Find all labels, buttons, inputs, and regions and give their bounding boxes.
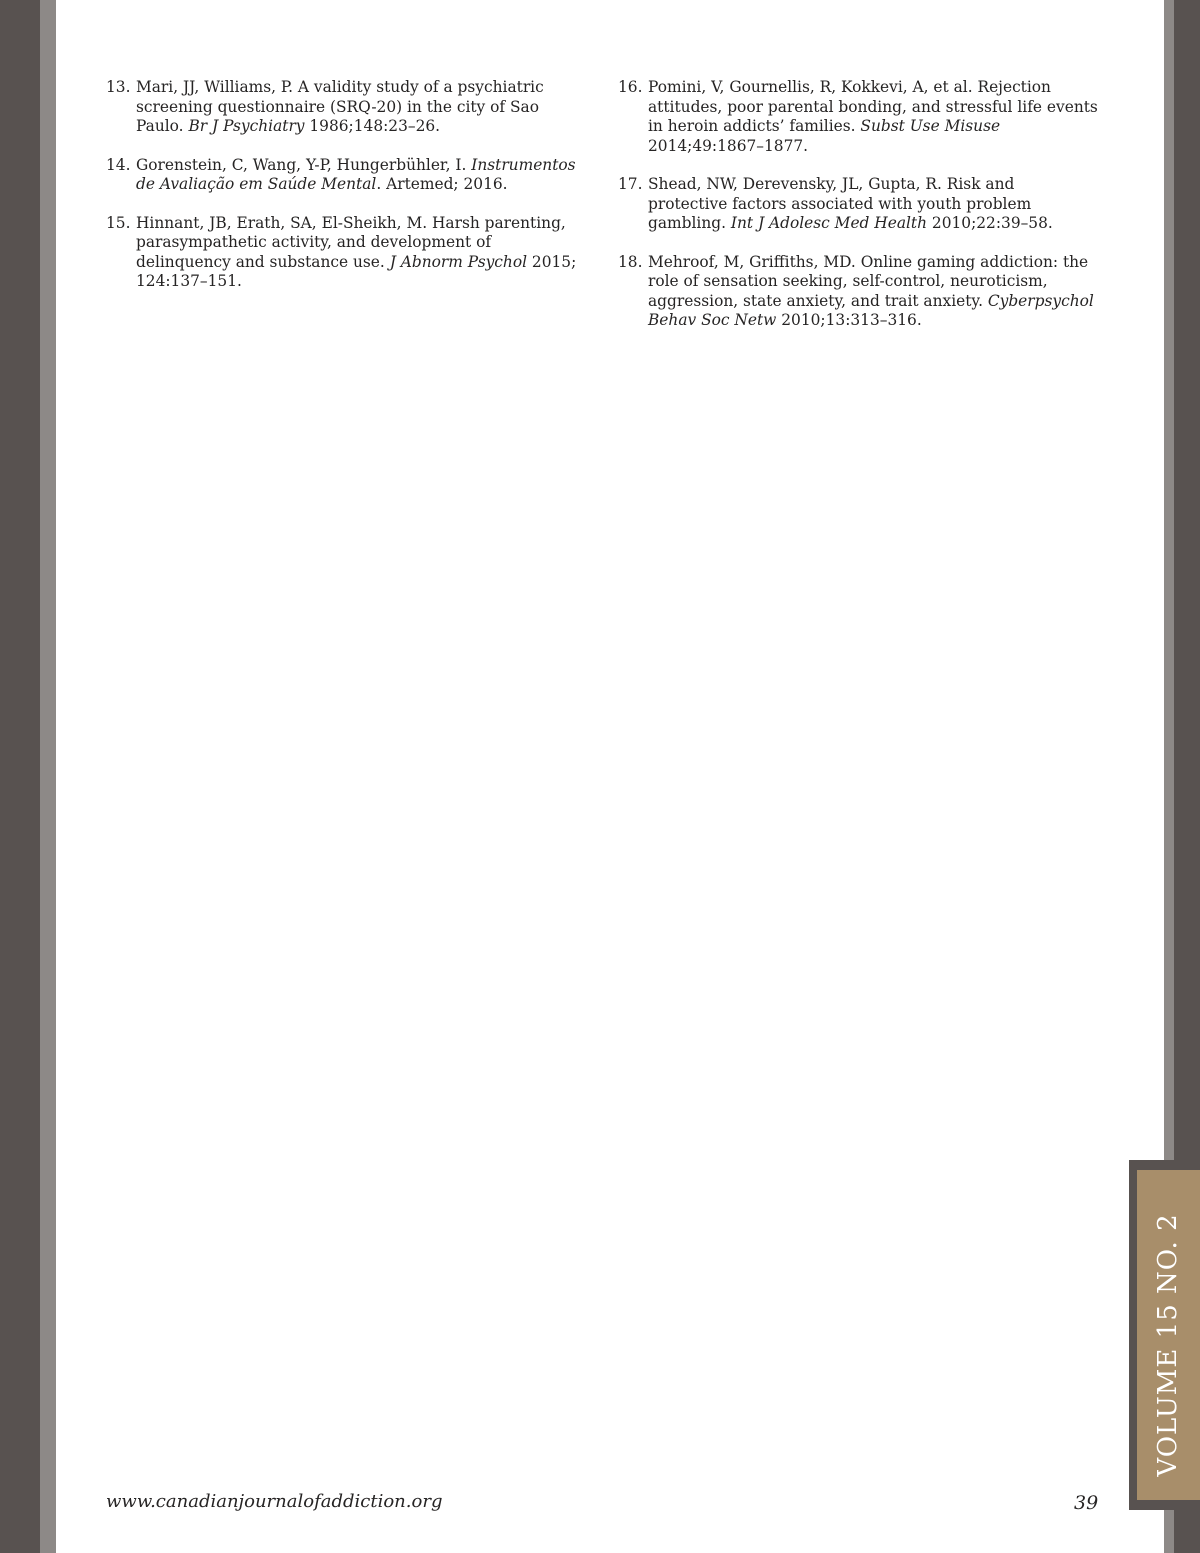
reference-text: 2014;49:1867–1877. — [648, 136, 809, 155]
reference-text: Mari, JJ, Williams, P. A validity study of a psychiatric screening questionnaire (SRQ-20) in the city of Sao Paulo. — [136, 78, 544, 135]
left-border-band — [0, 0, 40, 1553]
reference-journal: Br J Psychiatry — [188, 117, 305, 135]
reference-item — [106, 214, 586, 292]
reference-text: Hinnant, JB, Erath, SA, El-Sheikh, M. Harsh parenting, parasympathetic activity, and development of delinquency and substance use. — [136, 213, 566, 271]
reference-number: 14. — [106, 155, 131, 174]
reference-text: . Artemed; 2016. — [376, 175, 508, 193]
reference-text: 2015; 124:137–151. — [136, 252, 577, 290]
reference-text: 1986;148:23–26. — [304, 117, 441, 135]
page-number: 39 — [1074, 1492, 1099, 1514]
references-right-column — [618, 78, 1098, 350]
reference-journal: Subst Use Misuse — [860, 117, 1001, 135]
reference-journal: Int J Adolesc Med Health — [730, 214, 928, 232]
reference-item — [618, 175, 1098, 234]
reference-journal: Instrumentos de Avaliação em Saúde Mental — [136, 155, 576, 193]
reference-text: Gorenstein, C, Wang, Y-P, Hungerbühler, I. — [136, 155, 472, 174]
reference-number: 16. — [618, 78, 643, 96]
reference-text: Mehroof, M, Griffiths, MD. Online gaming addiction: the role of sensation seeking, self-control, neuroticism, aggression, state anxiety, and trait anxiety. — [648, 252, 1089, 310]
reference-number: 18. — [618, 252, 643, 271]
reference-text: 2010;13:313–316. — [776, 311, 922, 329]
reference-item — [106, 156, 586, 195]
reference-item — [618, 78, 1098, 156]
left-border-stripe — [40, 0, 56, 1553]
reference-text: Shead, NW, Derevensky, JL, Gupta, R. Risk and protective factors associated with youth problem gambling. — [648, 175, 1032, 232]
reference-number: 15. — [106, 213, 131, 232]
footer-website-url: www.canadianjournalofaddiction.org — [106, 1491, 443, 1512]
reference-journal: J Abnorm Psychol — [389, 252, 528, 271]
volume-label: VOLUME 15 NO. 2 — [1153, 1213, 1183, 1477]
reference-text: Pomini, V, Gournellis, R, Kokkevi, A, et al. Rejection attitudes, poor parental bonding, and stressful life events in heroin addicts’ families. — [648, 78, 1098, 135]
reference-text: 2010;22:39–58. — [927, 214, 1053, 232]
reference-number: 17. — [618, 175, 643, 193]
reference-item — [106, 78, 586, 137]
references-left-column — [106, 78, 586, 311]
reference-journal: Cyberpsychol Behav Soc Netw — [648, 291, 1094, 329]
reference-item — [618, 253, 1098, 331]
reference-number: 13. — [106, 78, 131, 96]
